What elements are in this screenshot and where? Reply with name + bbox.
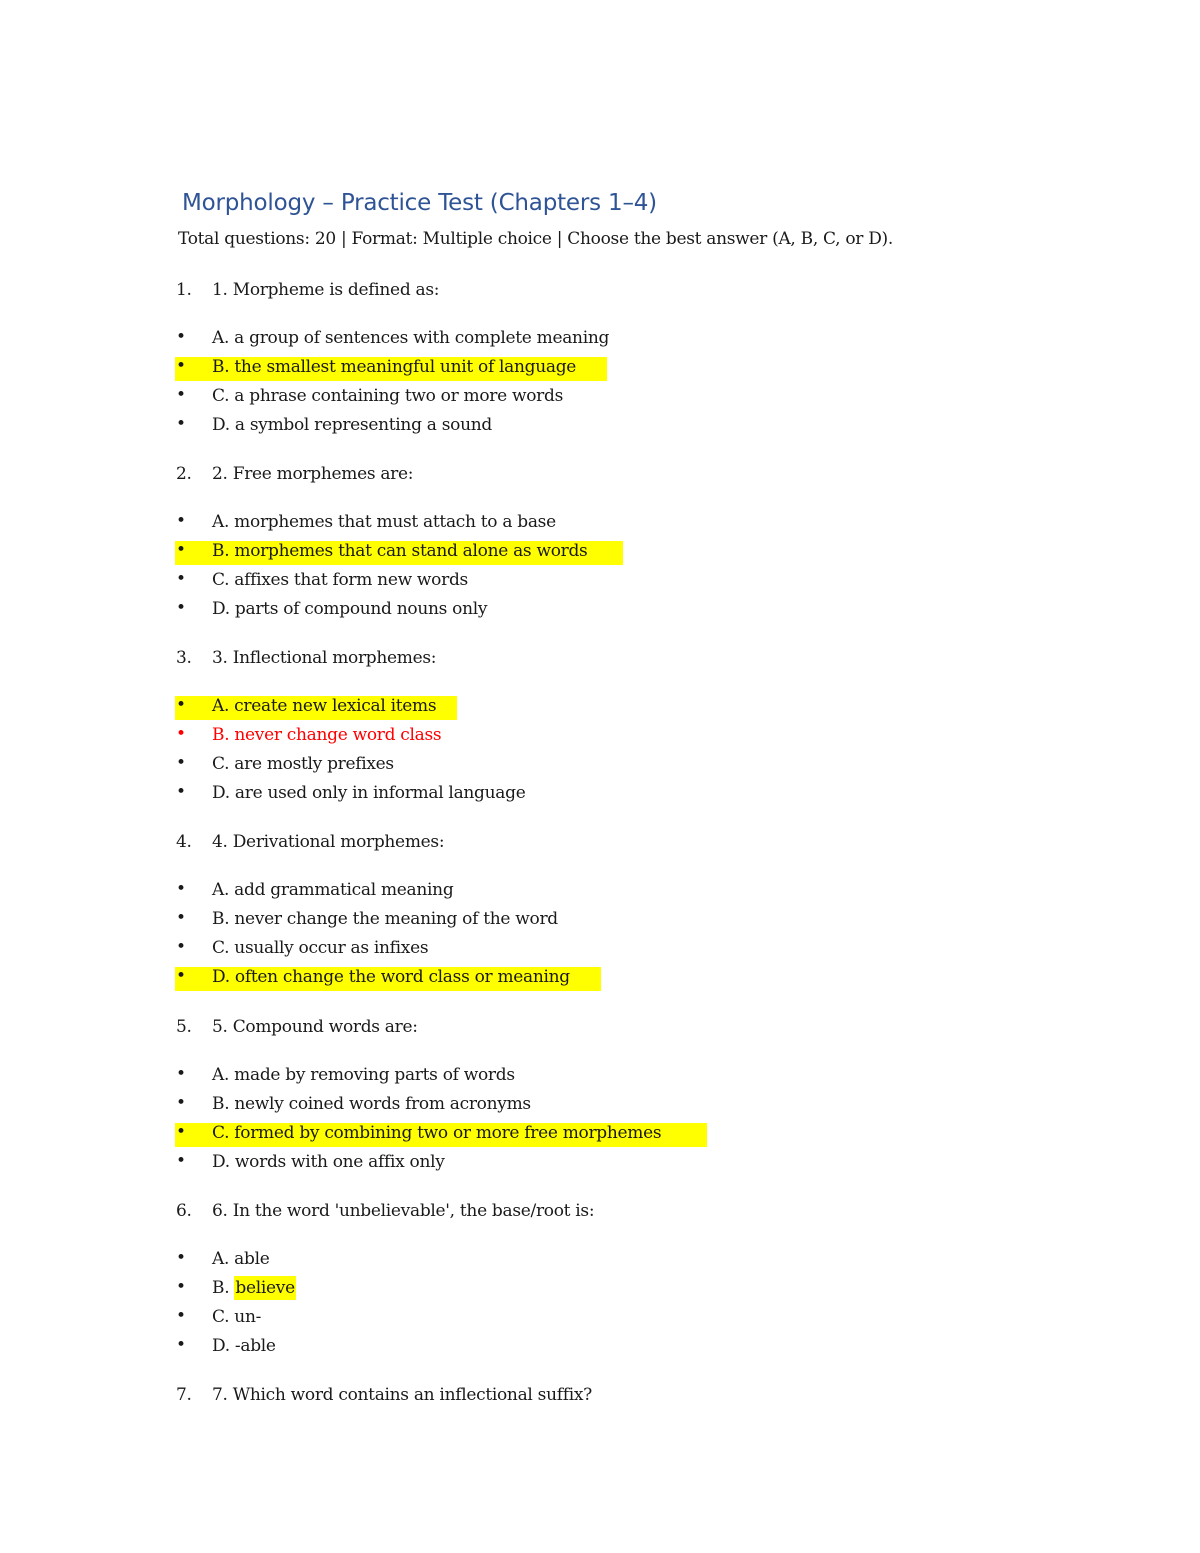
question-number: 5. [176,1017,192,1037]
option-text: B. never change the meaning of the word [212,909,558,929]
question-number: 4. [176,832,192,852]
option-text: D. -able [212,1336,276,1356]
bullet-icon: • [176,598,186,618]
question-text: 4. Derivational morphemes: [212,832,445,852]
option-list [0,1065,1200,1181]
question-text: 6. In the word 'unbelievable', the base/root is: [212,1201,595,1221]
option-prefix: B. [212,1278,235,1298]
option-text: A. morphemes that must attach to a base [212,512,556,532]
answer-option [0,880,1200,909]
option-list [0,328,1200,444]
option-list [0,512,1200,628]
option-list [0,696,1200,812]
question-number: 1. [176,280,192,300]
bullet-icon: • [176,327,186,347]
answer-option [0,512,1200,541]
bullet-icon: • [176,937,186,957]
answer-option [0,967,1200,996]
answer-option [0,1336,1200,1365]
question-line [0,464,1200,490]
option-text: D. words with one affix only [212,1152,445,1172]
question-line [0,1385,1200,1411]
bullet-icon: • [176,540,186,560]
bullet-icon: • [176,356,186,376]
option-text: C. un- [212,1307,262,1327]
bullet-icon: • [176,782,186,802]
question-number: 7. [176,1385,192,1405]
option-text: D. are used only in informal language [212,783,526,803]
option-text: C. affixes that form new words [212,570,468,590]
option-text: B. never change word class [212,725,442,745]
bullet-icon: • [176,753,186,773]
question-line [0,1201,1200,1227]
answer-option [0,696,1200,725]
answer-option [0,1094,1200,1123]
bullet-icon: • [176,1335,186,1355]
question-text: 7. Which word contains an inflectional suffix? [212,1385,592,1405]
answer-option [0,599,1200,628]
answer-option [0,938,1200,967]
option-text: C. are mostly prefixes [212,754,394,774]
option-text: B. the smallest meaningful unit of language [212,357,577,377]
option-text: A. add grammatical meaning [212,880,454,900]
option-text: A. a group of sentences with complete meaning [212,328,610,348]
bullet-icon: • [176,908,186,928]
answer-option [0,1278,1200,1307]
question-number: 3. [176,648,192,668]
option-text: A. made by removing parts of words [212,1065,515,1085]
answer-option [0,541,1200,570]
option-text [212,1278,296,1298]
test-instructions: Total questions: 20 | Format: Multiple choice | Choose the best answer (A, B, C, or D). [178,229,893,249]
option-text: A. create new lexical items [212,696,437,716]
question-text: 2. Free morphemes are: [212,464,414,484]
bullet-icon: • [176,385,186,405]
question-line [0,832,1200,858]
option-text: D. parts of compound nouns only [212,599,488,619]
answer-option [0,783,1200,812]
question-text: 3. Inflectional morphemes: [212,648,437,668]
answer-option [0,328,1200,357]
bullet-icon: • [176,1093,186,1113]
bullet-icon: • [176,569,186,589]
answer-option [0,415,1200,444]
option-text: C. formed by combining two or more free morphemes [212,1123,662,1143]
bullet-icon: • [176,724,186,744]
bullet-icon: • [176,966,186,986]
option-text: A. able [212,1249,270,1269]
bullet-icon: • [176,1151,186,1171]
answer-option [0,570,1200,599]
bullet-icon: • [176,1306,186,1326]
option-list [0,1249,1200,1365]
question-number: 2. [176,464,192,484]
option-text: B. morphemes that can stand alone as words [212,541,588,561]
answer-option [0,1065,1200,1094]
answer-option [0,909,1200,938]
bullet-icon: • [176,1122,186,1142]
question-text: 1. Morpheme is defined as: [212,280,440,300]
bullet-icon: • [176,511,186,531]
option-text: C. usually occur as infixes [212,938,429,958]
option-list [0,880,1200,996]
bullet-icon: • [176,414,186,434]
question-text: 5. Compound words are: [212,1017,418,1037]
question-line [0,648,1200,674]
option-text: D. a symbol representing a sound [212,415,492,435]
bullet-icon: • [176,1064,186,1084]
answer-option [0,1249,1200,1278]
option-text: B. newly coined words from acronyms [212,1094,531,1114]
question-number: 6. [176,1201,192,1221]
answer-option [0,386,1200,415]
answer-option [0,1123,1200,1152]
bullet-icon: • [176,1277,186,1297]
answer-option [0,1307,1200,1336]
bullet-icon: • [176,695,186,715]
option-text: C. a phrase containing two or more words [212,386,564,406]
highlighted-answer: believe [235,1278,295,1298]
bullet-icon: • [176,1248,186,1268]
answer-option [0,725,1200,754]
answer-option [0,754,1200,783]
question-line [0,1017,1200,1043]
page-title: Morphology – Practice Test (Chapters 1–4) [182,190,657,216]
answer-option [0,1152,1200,1181]
answer-option [0,357,1200,386]
question-line [0,280,1200,306]
bullet-icon: • [176,879,186,899]
option-text: D. often change the word class or meaning [212,967,570,987]
